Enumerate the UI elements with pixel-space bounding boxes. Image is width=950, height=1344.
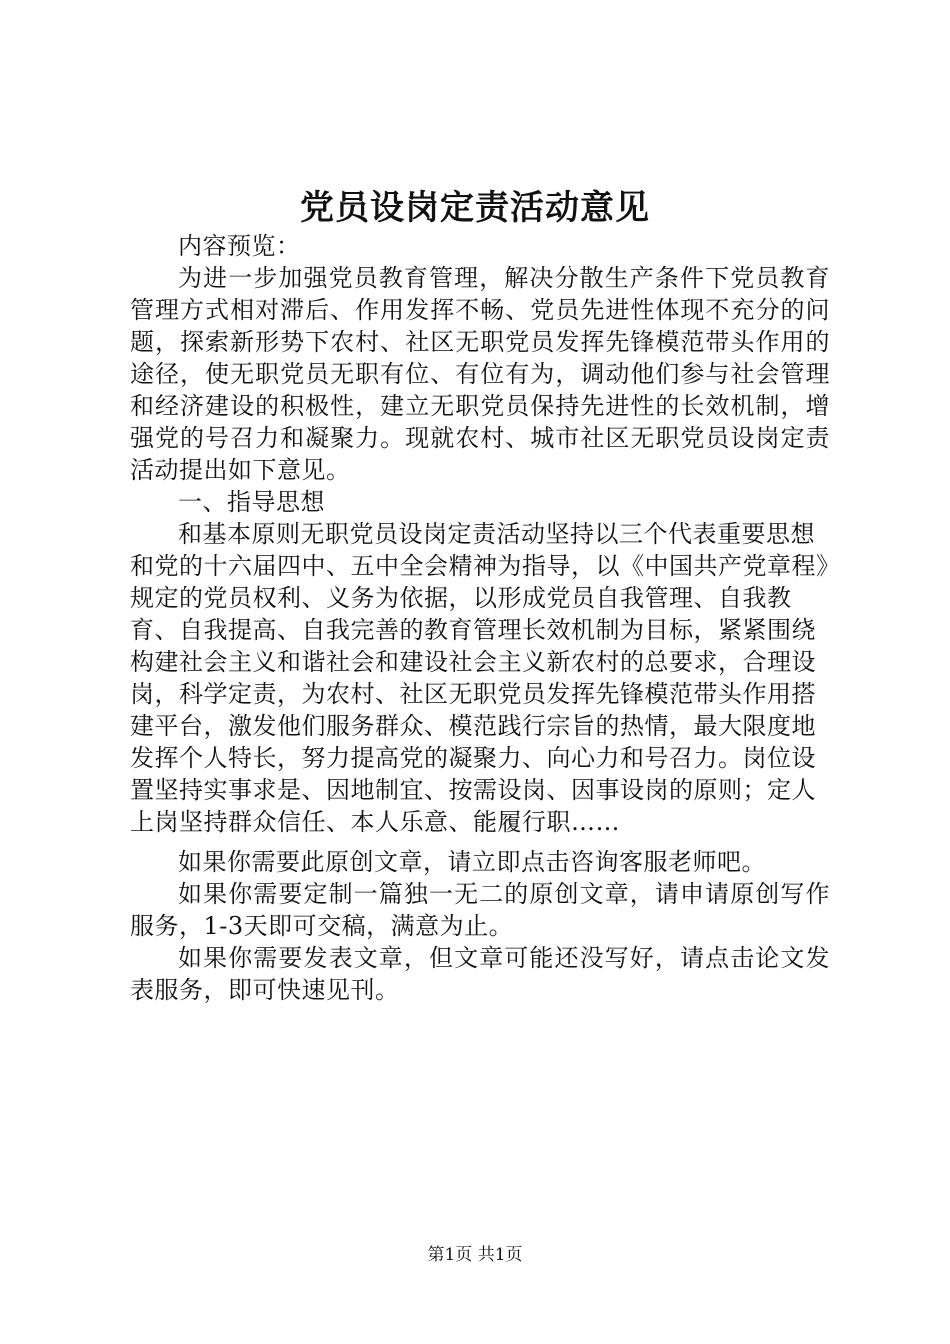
body-paragraph: 为进一步加强党员教育管理，解决分散生产条件下党员教育管理方式相对滞后、作用发挥不畅、党员先进性体现不充分的问题，探索新形势下农村、社区无职党员发挥先锋模范带头作用的途径，使无职党员无职有位、有位有为，调动他们参与社会管理和经济建设的积极性，建立无职党员保持先进性的长效机制，增强党的号召力和凝聚力。现就农村、城市社区无职党员设岗定责活动提出如下意见。 [130,264,830,484]
document-body [130,230,830,1006]
promo-publishing-link[interactable]: 如果你需要发表文章，但文章可能还没写好，请点击论文发表服务，即可快速见刊。 [130,944,830,1004]
promo-custom-writing-link[interactable]: 如果你需要定制一篇独一无二的原创文章，请申请原创写作服务，1-3天即可交稿，满意为止。 [130,880,830,940]
promo-consult-link[interactable]: 如果你需要此原创文章，请立即点击咨询客服老师吧。 [178,848,766,876]
page-number: 第1页 共1页 [427,1245,523,1265]
section-heading: 一、指导思想 [178,488,325,516]
preview-label: 内容预览： [178,232,301,260]
document-title: 党员设岗定责活动意见 [300,188,650,228]
body-paragraph: 和基本原则无职党员设岗定责活动坚持以三个代表重要思想和党的十六届四中、五中全会精神为指导，以《中国共产党章程》规定的党员权利、义务为依据，以形成党员自我管理、自我教育、自我提高、自我完善的教育管理长效机制为目标，紧紧围绕构建社会主义和谐社会和建设社会主义新农村的总要求，合理设岗，科学定责，为农村、社区无职党员发挥先锋模范带头作用搭建平台，激发他们服务群众、模范践行宗旨的热情，最大限度地发挥个人特长，努力提高党的凝聚力、向心力和号召力。岗位设置坚持实事求是、因地制宜、按需设岗、因事设岗的原则；定人上岗坚持群众信任、本人乐意、能履行职…… [130,520,829,836]
